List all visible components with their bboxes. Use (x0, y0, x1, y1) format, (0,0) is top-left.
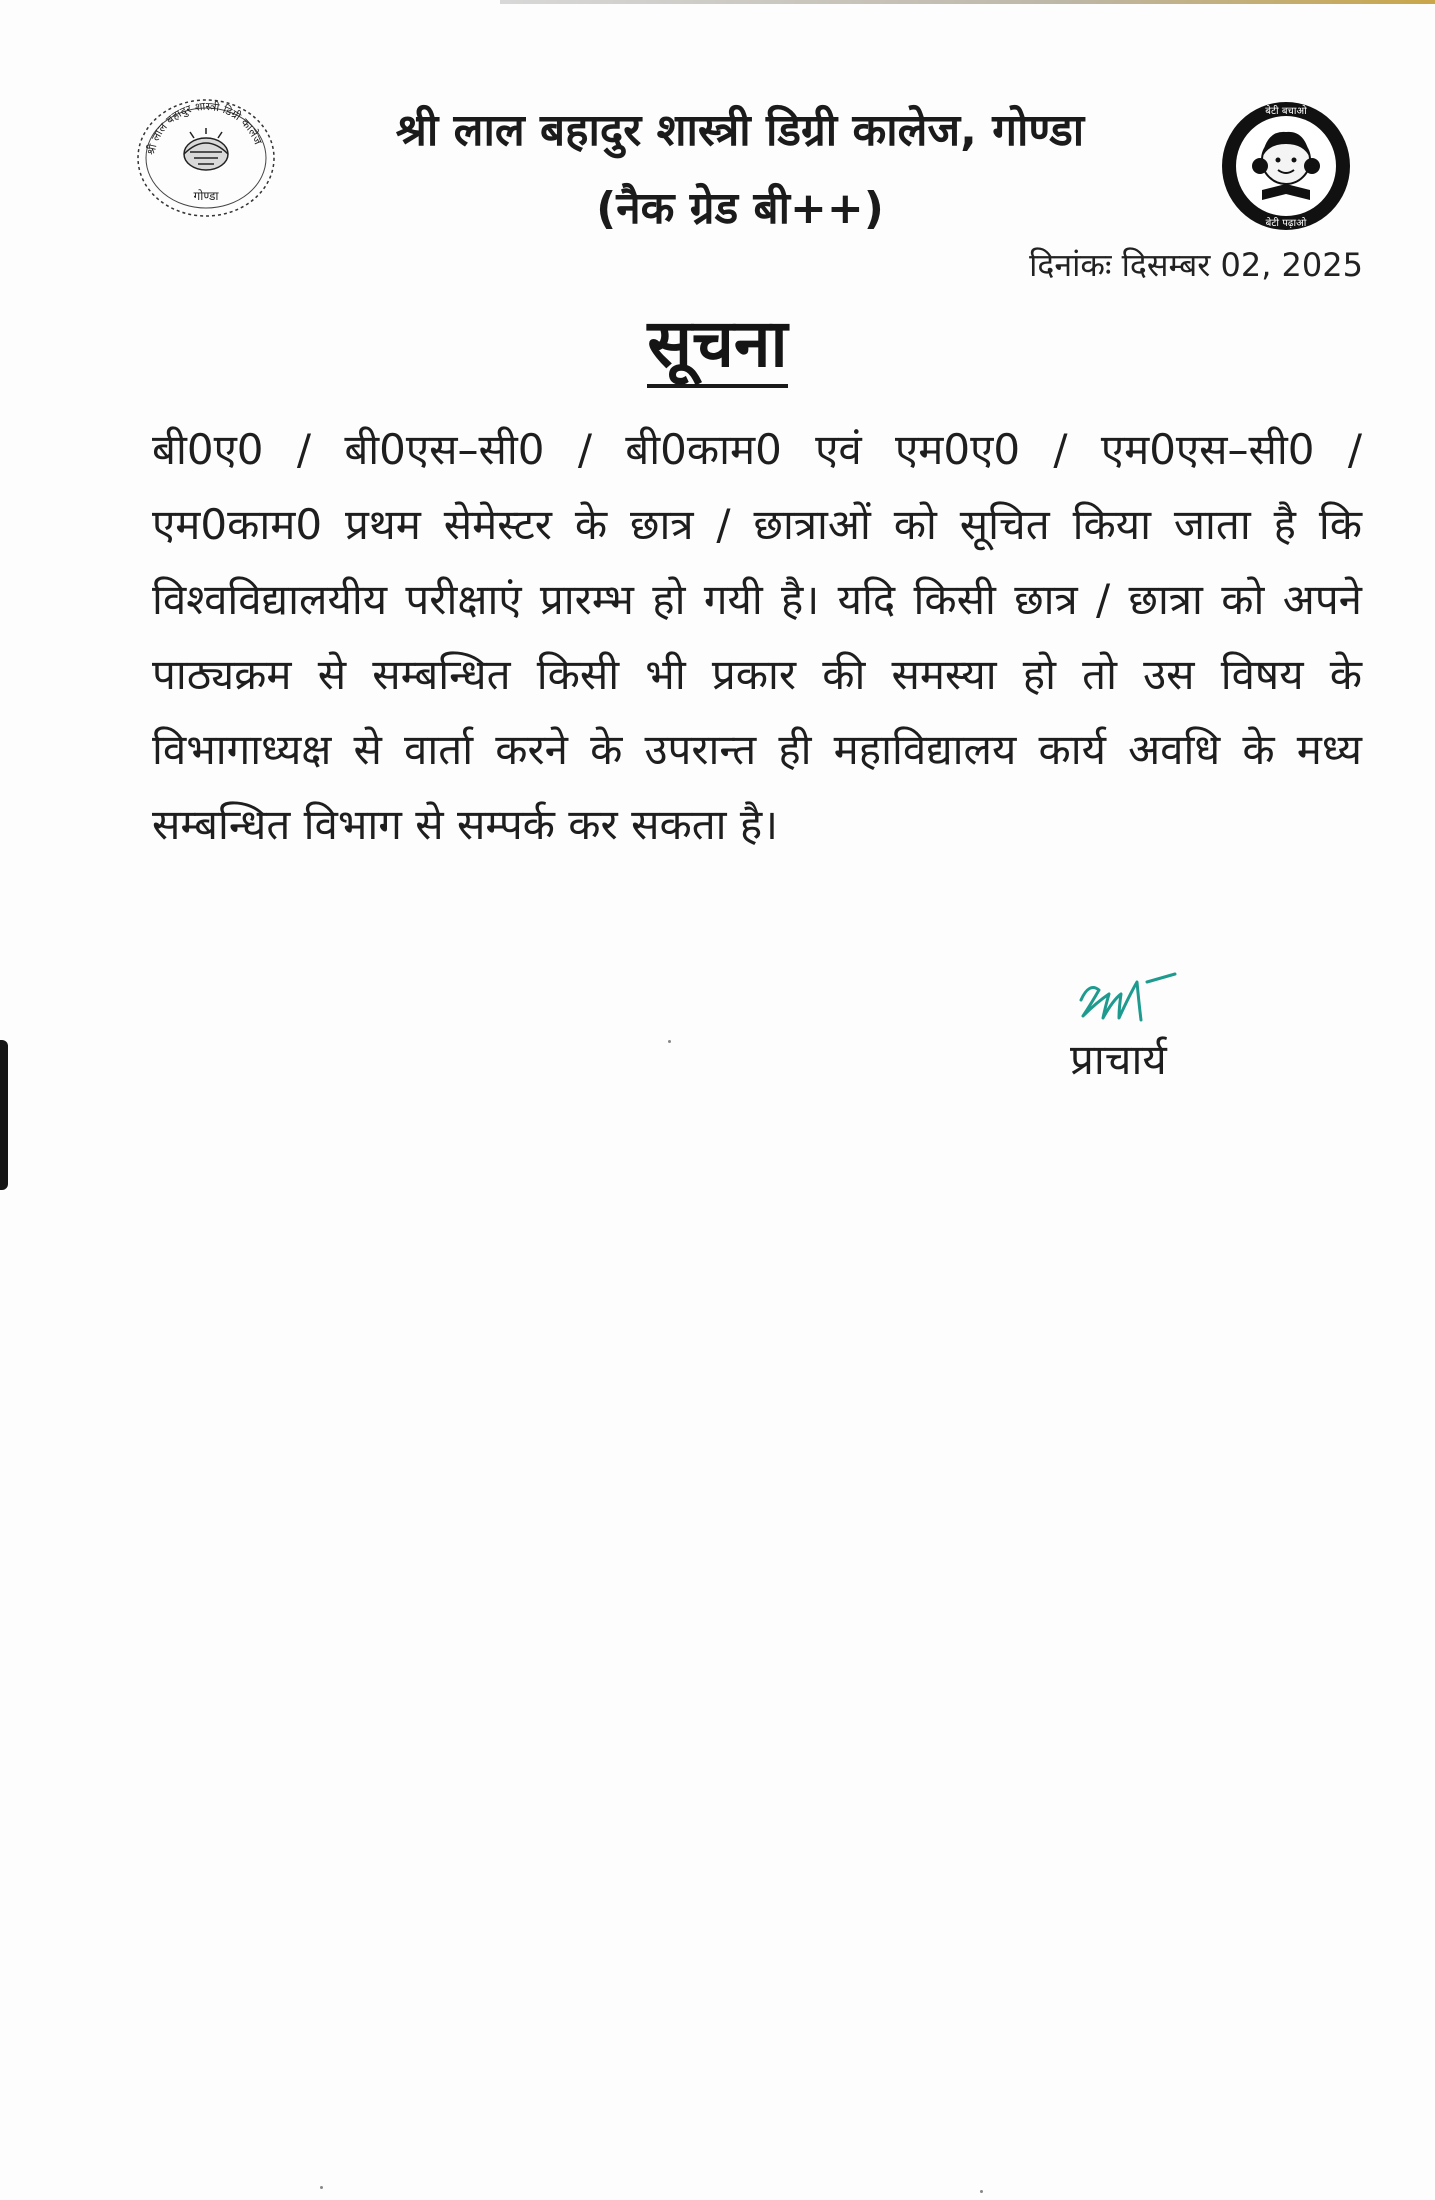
logo-bottom-text: बेटी पढ़ाओ (1265, 218, 1307, 229)
college-name: श्री लाल बहादुर शास्त्री डिग्री कालेज, गोण्डा (395, 105, 1085, 156)
notice-title (0, 296, 1435, 386)
notice-date: दिनांकः दिसम्बर 02, 2025 (1029, 246, 1363, 284)
paper-speck (320, 2186, 323, 2189)
seal-bottom-text: गोण्डा (193, 189, 219, 203)
page-top-edge (500, 0, 1435, 4)
logo-top-text: बेटी बचाओ (1265, 106, 1307, 117)
beti-bachao-logo (1220, 100, 1352, 232)
naac-grade: (नैक ग्रेड बी++) (596, 183, 884, 234)
page-left-edge (0, 1040, 8, 1190)
principal-designation: प्राचार्य (1070, 1035, 1167, 1084)
notice-title-text: सूचना (647, 305, 787, 388)
college-seal-logo (132, 92, 280, 220)
paper-speck (980, 2190, 983, 2193)
principal-signature (1075, 960, 1205, 1030)
notice-body: बी0ए0 / बी0एस–सी0 / बी0काम0 एवं एम0ए0 / एम0एस–सी0 / एम0काम0 प्रथम सेमेस्टर के छात्र / छात्राओं को सूचित किया जाता है कि विश्वविद्यालयीय परीक्षाएं प्रारम्भ हो गयी है। यदि किसी छात्र / छात्रा को अपने पाठ्यक्रम से सम्बन्धित किसी भी प्रकार की समस्या हो तो उस विषय के विभागाध्यक्ष से वार्ता करने के उपरान्त ही महाविद्यालय कार्य अवधि के मध्य सम्बन्धित विभाग से सम्पर्क कर सकता है। (152, 425, 1362, 849)
paper-speck (668, 1040, 671, 1043)
svg-text:श्री लाल बहादुर शास्त्री डिग्र: श्री लाल बहादुर शास्त्री डिग्री कालेज (144, 99, 265, 157)
